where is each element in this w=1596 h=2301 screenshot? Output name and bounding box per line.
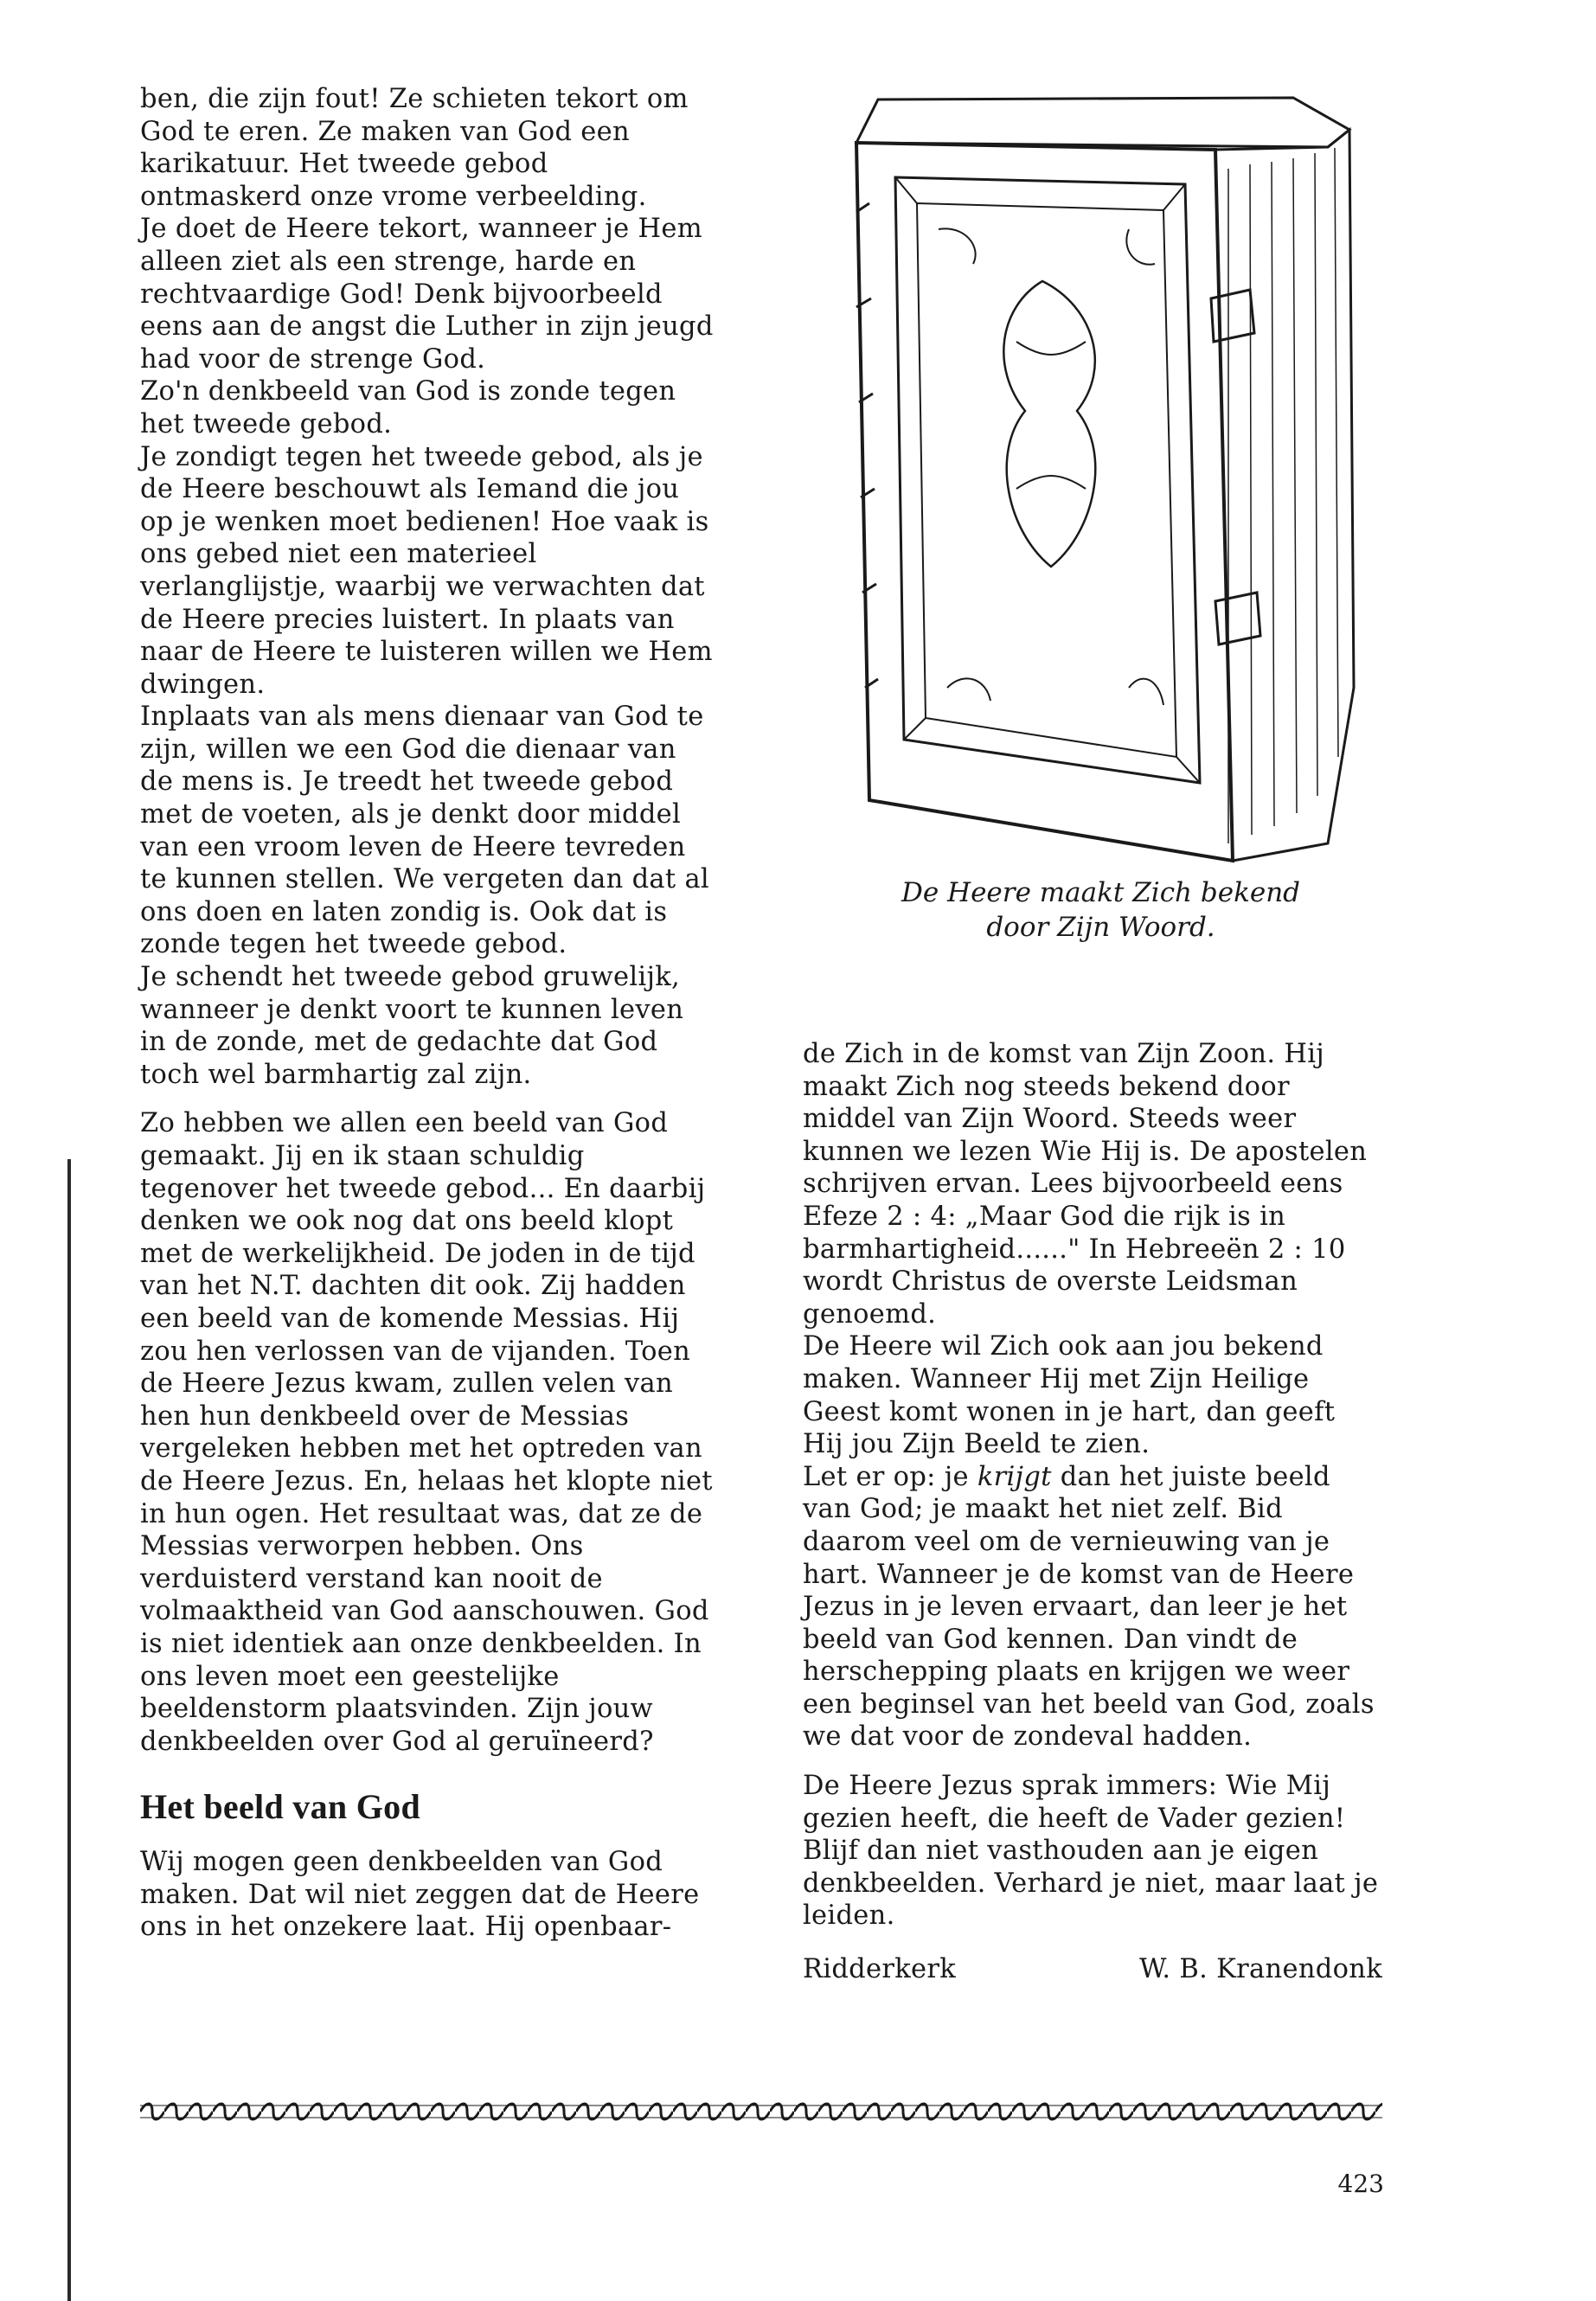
- paragraph: Je schendt het tweede gebod gruwelijk, wanneer je denkt voort te kunnen leven in de zonde, met de gedachte dat God toch wel barmhartig zal zijn.: [140, 962, 684, 1090]
- paragraph: ben, die zijn fout! Ze schieten tekort om God te eren. Ze maken van God een karikatuur. Het tweede gebod ontmaskerd onze vrome verbeelding.: [140, 84, 689, 212]
- right-column: [803, 1038, 1382, 1986]
- caption-line: De Heere maakt Zich bekend: [901, 877, 1301, 908]
- paragraph: Je doet de Heere tekort, wanneer je Hem alleen ziet als een strenge, harde en rechtvaardige God! Denk bijvoorbeeld eens aan de angst die Luther in zijn jeugd had voor de strenge God.: [140, 214, 714, 375]
- paragraph: Je zondigt tegen het tweede gebod, als je de Heere beschouwt als Iemand die jou op je wenken moet bedienen! Hoe vaak is ons gebed niet een materieel verlanglijstje, waarbij we verwachten dat de Heere precies luistert. In plaats van naar de Heere te luisteren willen we Hem dwingen.: [140, 441, 713, 700]
- signature-place: Ridderkerk: [803, 1954, 956, 1985]
- page-edge-rule: [67, 1159, 71, 2301]
- paragraph: De Heere wil Zich ook aan jou bekend maken. Wanneer Hij met Zijn Heilige Geest komt wonen in je hart, dan geeft Hij jou Zijn Beeld te zien.: [803, 1331, 1336, 1460]
- left-column: [140, 83, 715, 1944]
- section-heading: Het beeld van God: [140, 1787, 421, 1827]
- caption-line: door Zijn Woord.: [986, 912, 1215, 943]
- text-run: dan het juiste beeld van God; je maakt het niet zelf. Bid daarom veel om de vernieuwing van je hart. Wanneer je de komst van de Heere Jezus in je leven ervaart, dan leer je het beeld van God kennen. Dan vindt de herschepping plaats en krijgen we weer een beginsel van het beeld van God, zoals we dat voor de zondeval hadden.: [803, 1461, 1375, 1753]
- paragraph: [803, 1461, 1382, 1753]
- emphasis-word: krijgt: [977, 1461, 1052, 1492]
- bible-illustration: [843, 82, 1358, 871]
- signature: [803, 1953, 1382, 1986]
- page-number: 423: [1337, 2170, 1384, 2198]
- ornament-border: [140, 2099, 1382, 2125]
- paragraph: Wij mogen geen denkbeelden van God maken. Dat wil niet zeggen dat de Heere ons in het onzekere laat. Hij openbaar-: [140, 1847, 700, 1943]
- paragraph: De Heere Jezus sprak immers: Wie Mij gezien heeft, die heeft de Vader gezien! Blijf dan niet vasthouden aan je eigen denkbeelden. Verhard je niet, maar laat je leiden.: [803, 1771, 1379, 1932]
- paragraph: Zo'n denkbeeld van God is zonde tegen het tweede gebod.: [140, 376, 676, 439]
- illustration-caption: [843, 875, 1358, 945]
- paragraph: de Zich in de komst van Zijn Zoon. Hij maakt Zich nog steeds bekend door middel van Zijn Woord. Steeds weer kunnen we lezen Wie Hij is. De apostelen schrijven ervan. Lees bijvoorbeeld eens Efeze 2 : 4: „Maar God die rijk is in barmhartigheid......" In Hebreeën 2 : 10 wordt Christus de overste Leidsman genoemd.: [803, 1039, 1368, 1330]
- paragraph: Zo hebben we allen een beeld van God gemaakt. Jij en ik staan schuldig tegenover het tweede gebod... En daarbij denken we ook nog dat ons beeld klopt met de werkelijkheid. De joden in de tijd van het N.T. dachten dit ook. Zij hadden een beeld van de komende Messias. Hij zou hen verlossen van de vijanden. Toen de Heere Jezus kwam, zullen velen van hen hun denkbeeld over de Messias vergeleken hebben met het optreden van de Heere Jezus. En, helaas het klopte niet in hun ogen. Het resultaat was, dat ze de Messias verworpen hebben. Ons verduisterd verstand kan nooit de volmaaktheid van God aanschouwen. God is niet identiek aan onze denkbeelden. In ons leven moet een geestelijke beeldenstorm plaatsvinden. Zijn jouw denkbeelden over God al geruïneerd?: [140, 1108, 713, 1757]
- text-run: Let er op: je: [803, 1461, 977, 1492]
- signature-author: W. B. Kranendonk: [1139, 1954, 1382, 1985]
- paragraph: Inplaats van als mens dienaar van God te zijn, willen we een God die dienaar van de mens is. Je treedt het tweede gebod met de voeten, als je denkt door middel van een vroom leven de Heere tevreden te kunnen stellen. We vergeten dan dat al ons doen en laten zondig is. Ook dat is zonde tegen het tweede gebod.: [140, 702, 709, 960]
